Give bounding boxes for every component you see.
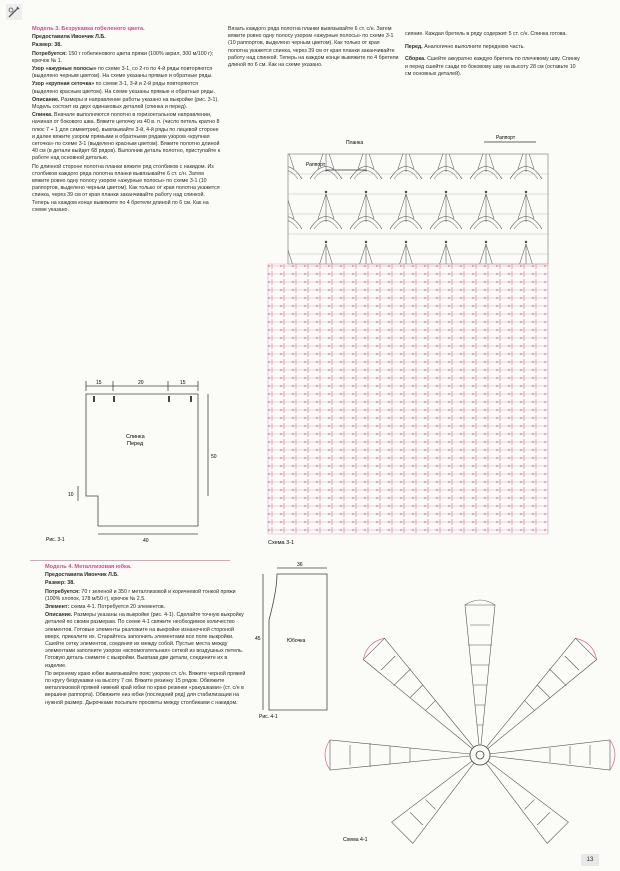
- model3-text-column: [32, 26, 222, 213]
- middle-text: Вязать каждого ряда полотна планки вывязывайте 6 ст. с/н. Затем вяжите ровно одну полосу узором «ажурные полосы» по схеме 3-1 (10 раппортов, выделено черным цветом). Как только от края полотна укажется спинка, через 39 см от края планки заканчивайте работу над спинкой. Теперь на каждом конце вывяжите по 4 бретели длиной по 6 см. Как на схеме указано.: [228, 26, 399, 69]
- model4-text-column: [45, 564, 250, 708]
- fig31-label-back: Спинка: [126, 434, 145, 440]
- scheme31-label-planka: Планка: [346, 140, 364, 146]
- fig31-dim-left: 10: [68, 492, 74, 498]
- assembly-text: Сборка. Сшейте аккуратно каждую бретель по плечевому шву. Спинку и перед сшейте сзади по боковому шву на высоту 28 см (оставьте 10 см основных деталей).: [405, 56, 580, 77]
- model4-size: Размер: 38.: [45, 580, 75, 587]
- figure-3-1-schematic: [38, 376, 228, 552]
- fig31-dim-top-1: 15: [96, 380, 102, 386]
- scheme-4-1-motif: [325, 585, 605, 845]
- scheme31-caption: Схема 3-1: [268, 540, 295, 546]
- right-text-column: [405, 26, 581, 83]
- model4-element: Элемент: схема 4-1. Потребуется 20 элементов.: [45, 604, 166, 611]
- model3-pattern1: Узор «ажурные полосы» по схеме 3-1, со 2-го по 4-й ряды повторяются (выделено черным цветом). На схеме указаны прямые и обратные ряды.: [32, 66, 213, 80]
- fig41-label: Юбочка: [287, 638, 306, 644]
- scheme41-caption: Схема 4-1: [343, 837, 368, 843]
- fig31-label-front: Перед: [127, 441, 144, 447]
- fig41-dim-side: 45: [255, 636, 261, 642]
- model3-lower-text: По длинной стороне полотна планки вяжите ряд столбиков с накидом. Из столбиков каждого ряда полотна планки вывязывайте 6 ст. с/н. Затем вяжите ровно одну полосу узором «ажурные полосы» по схеме 3-1 (10 раппортов, выделено черным цветом). Как только от края полотна укажется спинка, через 39 см от края планки заканчивайте работу над спинкой. Теперь на каждом конце вывяжите по 4 бретели длиной по 6 см. Как на схеме указано.: [32, 163, 220, 213]
- model3-designer: Предоставила Ивончик Л.Б.: [32, 34, 106, 41]
- model3-yarn: Потребуется: 150 г гобеленового цвета пряжи (100% акрил, 300 м/100 г); крючок № 1.: [32, 50, 214, 64]
- fig31-dim-top-3: 15: [180, 380, 186, 386]
- front-text: Перед. Аналогично выполните переднюю часть.: [405, 43, 525, 50]
- scheme31-label-rapport-top: Раппорт: [496, 135, 516, 141]
- fig41-dim-top: 36: [297, 562, 303, 568]
- model3-back: Спинка. Вначале выполняются полотно в горизонтальном направлении, начиная от бокового шва. Вяжите цепочку из 40 в. п. (число петель кратно 8 плюс 7 + 1 для симметрии), вывязывайте 3-й, 4-й ряды по лицевой стороне и далее вяжите узором прямыми и обратными рядами узором «крупная сеточка» по схеме 3-1 (выделено красным цветом). Вяжите полотно длиной 40 см (в детали выйдет 68 рядов). Выполнив деталь полотно, приступайте к работе над основной деталью.: [32, 112, 221, 162]
- middle-text-column: [228, 26, 400, 126]
- scheme-3-1-chart: [266, 134, 558, 546]
- fig31-dim-bottom: 40: [143, 538, 149, 544]
- model4-designer: Предоставила Ивончик Л.Б.: [45, 572, 119, 579]
- model4-yarn: Потребуется: 70 г зеленой и 350 г металлизовой и коричневой тонкой пряжи (100% хлопок, 178 м/50 г), крючок № 2,5.: [45, 588, 236, 602]
- model3-description: Описание. Размеры и направление работы указано на выкройке (рис. 3-1). Модель состоит из двух одинаковых деталей (спинка и перед).: [32, 96, 219, 111]
- model3-size: Размер: 38.: [32, 42, 62, 49]
- model4-waist: По верхнему краю юбки вывязывайте пояс узором ст. с/н. Вяжите черной пряжей по кругу безрукавки на высоту 7 см. Вяжите резинку 15 рядов. Обвяжите металлизовой пряжей нижний край юбки по краю резинки «ракушками» (ст. с/н в вершине раппорта). Обвяжите низ юбки (последний ряд) для стабилизации на нужной размер. Дырочками посыпьте просветы между столбиками с накидом.: [45, 670, 246, 706]
- model4-title: Модель 4. Металлизовая юбка.: [45, 564, 132, 570]
- fig31-caption: Рис. 3-1: [46, 537, 65, 543]
- section-divider: [30, 560, 230, 561]
- crochet-hook-icon: [6, 4, 22, 20]
- fig31-dim-side: 50: [211, 454, 217, 460]
- fig41-caption: Рис. 4-1: [259, 714, 278, 720]
- model3-title: Модель 3. Безрукавка гобеленого цвета.: [32, 26, 145, 32]
- figure-4-1-skirt: [255, 560, 335, 720]
- model3-pattern2: Узор «крупная сеточка» по схеме 3-1, 3-й и 2-й ряды повторяются (выделено красным цветом). На схеме указаны прямые и обратные ряды.: [32, 81, 215, 95]
- fig31-dim-top-2: 20: [138, 380, 144, 386]
- model4-description: Описание. Размеры указаны на выкройке (рис. 4-1). Сделайте точную выкройку деталей по своим размерам. По схеме 4-1 свяжите необходимое количество элементов. Готовые элементы разложите на выкройке изнаночной стороной вверх, прикалите их. Старайтесь заполнить элементами все поле выкройки. Сшейте сетку элементов, соединяя их между собой. Пустые места между элементами заполните узором «вспомогательная» сеткой из воздушных петель. Готовую деталь снимите с выкройки. Вывязав две детали, соедините их в изделие.: [45, 612, 244, 669]
- right-text-1: сияние. Каждая бретель в ряду содержит 5 ст. с/н. Спинка готова.: [405, 31, 567, 38]
- page-number: 13: [581, 854, 599, 866]
